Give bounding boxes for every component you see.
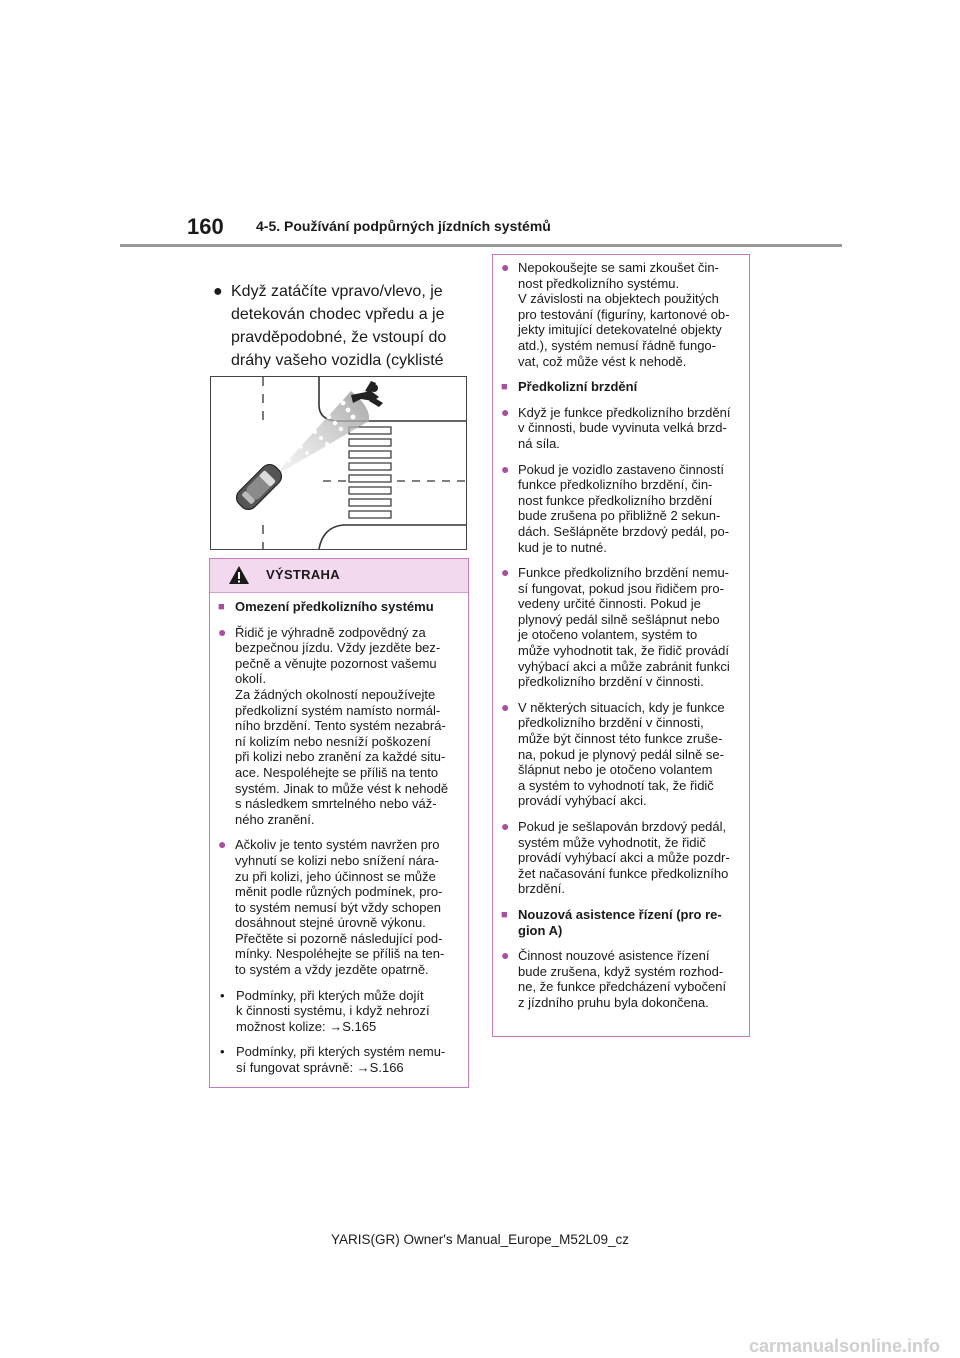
round-bullet-icon: ● xyxy=(501,564,510,581)
watermark: carmanualsonline.info xyxy=(748,1336,940,1356)
right-heading: ■ Předkolizní brzdění xyxy=(501,379,638,395)
square-bullet-icon: ■ xyxy=(218,601,225,613)
round-bullet-icon: ● xyxy=(501,460,510,477)
right-bullet: ● Když je funkce předkolizního brzdění v činnosti, bude vyvinuta velká brzd- ná síla. xyxy=(501,403,731,451)
warning-bullet: ● Řidič je výhradně zodpovědný za bezpečnou jízdu. Vždy jezděte bez- pečně a věnujte pozornost vašemu okolí. Za žádných okolností nepoužívejte předkolizní systém namísto normál- ního brzdění. Tento systém nezabrá- ní kolizím nebo nesníží poškození při kolizi nebo zranění za každé situ- ace. Nespoléhejte se příliš na tento systém. Jinak to může vést k nehodě s následkem smrtelného nebo váž- ného zranění. xyxy=(218,623,449,827)
round-bullet-icon: ● xyxy=(501,403,510,420)
round-bullet-icon: ● xyxy=(501,259,510,275)
page-number: 160 xyxy=(187,214,224,239)
right-bullet: ● Činnost nouzové asistence řízení bude zrušena, když systém rozhod- ne, že funkce předcházení vybočení z jízdního pruhu byla dokončena. xyxy=(501,947,727,1010)
square-bullet-icon: ■ xyxy=(501,908,508,921)
warning-continuation-box xyxy=(492,254,750,1037)
section-title: 4-5. Používání podpůrných jízdních systémů xyxy=(256,218,551,234)
illustration-pedestrian-detection xyxy=(210,376,467,550)
right-heading: ■ Nouzová asistence řízení (pro re- gion A) xyxy=(501,906,722,938)
intro-text: Když zatáčíte vpravo/vlevo, je detekován chodec vpředu a je pravděpodobné, že vstoupí do dráhy vašeho vozidla (cyklisté xyxy=(231,283,447,369)
footer-manual-id: YARIS(GR) Owner's Manual_Europe_M52L09_cz xyxy=(331,1232,629,1247)
right-bullet: ● Nepokoušejte se sami zkoušet čin- nost předkolizního systému. V závislosti na objektech použitých pro testování (figuríny, kartonové ob- jekty imitující detekovatelné objekty atd.), systém nemusí řádně fungo- vat, což může vést k nehodě. xyxy=(501,259,730,369)
bullet-icon: ● xyxy=(213,283,223,300)
warning-sub-bullet: • Podmínky, při kterých systém nemu- sí fungovat správně: →S.166 xyxy=(220,1044,446,1076)
square-bullet-icon: ■ xyxy=(501,381,508,394)
warning-content xyxy=(210,593,468,1076)
right-bullet: ● Pokud je vozidlo zastaveno činností funkce předkolizního brzdění, čin- nost funkce předkolizního brzdění bude zrušena po přibližně 2 sekun- dách. Sešlápněte brzdový pedál, po- kud je to nutné. xyxy=(501,460,730,555)
warning-box xyxy=(209,558,469,1088)
warning-sub-bullet: • Podmínky, při kterých může dojít k činnosti systému, i když nehrozí možnost kolize: →S.165 xyxy=(220,987,430,1034)
round-bullet-icon: ● xyxy=(501,698,510,715)
round-bullet-icon: ● xyxy=(218,623,227,640)
round-bullet-icon: ● xyxy=(501,818,510,834)
small-bullet-icon: • xyxy=(220,987,225,1003)
warning-header xyxy=(210,559,468,593)
warning-heading: ■ Omezení předkolizního systému xyxy=(218,599,434,614)
warning-bullet: ● Ačkoliv je tento systém navržen pro vyhnutí se kolizi nebo snížení nára- zu při kolizi, jeho účinnost se může měnit podle různých podmínek, pro- to systém nemusí být vždy schopen dosáhnout stejné úrovně výkonu. Přečtěte si pozorně následující pod- mínky. Nespoléhejte se příliš na ten- to systém a vždy jezděte opatrně. xyxy=(218,836,445,978)
right-bullet: ● V některých situacích, kdy je funkce předkolizního brzdění v činnosti, může být činnost této funkce zruše- na, pokud je plynový pedál silně se- šlápnut nebo je otočeno volantem a systém to vyhodnotí tak, že řidič provádí vyhýbací akci. xyxy=(501,698,725,809)
right-content xyxy=(493,255,749,1011)
round-bullet-icon: ● xyxy=(218,836,227,853)
header-rule xyxy=(120,244,842,247)
round-bullet-icon: ● xyxy=(501,947,510,964)
right-bullet: ● Funkce předkolizního brzdění nemu- sí fungovat, pokud jsou řidičem pro- vedeny určité činnosti. Pokud je plynový pedál silně sešlápnut nebo je otočeno volantem, systém to může vyhodnotit tak, že řidič provádí vyhýbací akci a může zabránit funkci předkolizního brzdění v činnosti. xyxy=(501,564,730,690)
small-bullet-icon: • xyxy=(220,1044,225,1060)
right-bullet: ● Pokud je sešlapován brzdový pedál, systém může vyhodnotit, že řidič provádí vyhýbací akci a může pozdr- žet načasování funkce předkolizního brzdění. xyxy=(501,818,730,897)
warning-triangle-icon xyxy=(228,565,250,585)
warning-title: VÝSTRAHA xyxy=(266,567,340,582)
